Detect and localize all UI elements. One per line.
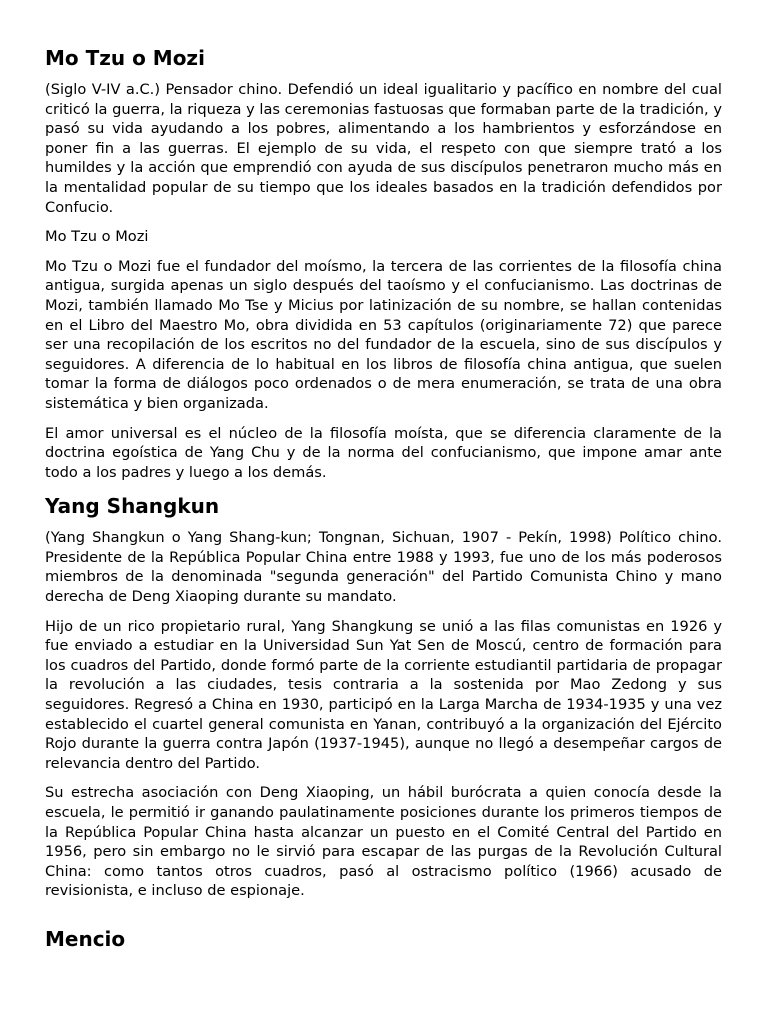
section-title-mencio: Mencio	[45, 926, 126, 951]
section-title-mo-tzu: Mo Tzu o Mozi	[45, 46, 205, 70]
paragraph: Mo Tzu o Mozi	[45, 228, 149, 246]
document-page	[45, 44, 722, 961]
paragraph: El amor universal es el núcleo de la filosofía moísta, que se diferencia claramente de la doctrina egoística de Yang Chu y de la norma del confucianismo, que impone amar ante todo a los padres y luego a los demás.	[45, 424, 722, 481]
paragraph: (Siglo V-IV a.C.) Pensador chino. Defendió un ideal igualitario y pacífico en nombre del cual criticó la guerra, la riqueza y las ceremonias fastuosas que formaban parte de la tradición, y pasó su vida ayudando a los pobres, alimentando a los hambrientos y esforzándose en poner fin a las guerras. El ejemplo de su vida, el respeto con que siempre trató a los humildes y la acción que emprendió con ayuda de sus discípulos penetraron mucho más en la mentalidad popular de su tiempo que los ideales basados en la tradición defendidos por Confucio.	[45, 81, 722, 216]
section-title-yang-shangkun: Yang Shangkun	[45, 494, 220, 519]
paragraph: (Yang Shangkun o Yang Shang-kun; Tongnan, Sichuan, 1907 - Pekín, 1998) Político chino. Presidente de la República Popular China entre 1988 y 1993, fue uno de los más poderosos miembros de la denominada "segunda generación" del Partido Comunista Chino y mano derecha de Deng Xiaoping durante su mandato.	[45, 529, 722, 606]
paragraph: Su estrecha asociación con Deng Xiaoping, un hábil burócrata a quien conocía desde la escuela, le permitió ir ganando paulatinamente posiciones durante los primeros tiempos de la República Popular China hasta alcanzar un puesto en el Comité Central del Partido en 1956, pero sin embargo no le sirvió para escapar de las purgas de la Revolución Cultural China: como tantos otros cuadros, pasó al ostracismo político (1966) acusado de revisionista, e incluso de espionaje.	[45, 784, 722, 900]
paragraph: Hijo de un rico propietario rural, Yang Shangkung se unió a las filas comunistas en 1926 y fue enviado a estudiar en la Universidad Sun Yat Sen de Moscú, centro de formación para los cuadros del Partido, donde formó parte de la corriente estudiantil partidaria de propagar la revolución a las ciudades, tesis contraria a la sostenida por Mao Zedong y sus seguidores. Regresó a China en 1930, participó en la Larga Marcha de 1934-1935 y una vez establecido el cuartel general comunista en Yanan, contribuyó a la organización del Ejército Rojo durante la guerra contra Japón (1937-1945), aunque no llegó a desempeñar cargos de relevancia dentro del Partido.	[45, 617, 722, 772]
paragraph: Mo Tzu o Mozi fue el fundador del moísmo, la tercera de las corrientes de la filosofía china antigua, surgida apenas un siglo después del taoísmo y el confucianismo. Las doctrinas de Mozi, también llamado Mo Tse y Micius por latinización de su nombre, se hallan contenidas en el Libro del Maestro Mo, obra dividida en 53 capítulos (originariamente 72) que parece ser una recopilación de los escritos no del fundador de la escuela, sino de sus discípulos y seguidores. A diferencia de lo habitual en los libros de filosofía china antigua, que suelen tomar la forma de diálogos poco ordenados o de mera enumeración, se trata de una obra sistemática y bien organizada.	[45, 257, 722, 412]
